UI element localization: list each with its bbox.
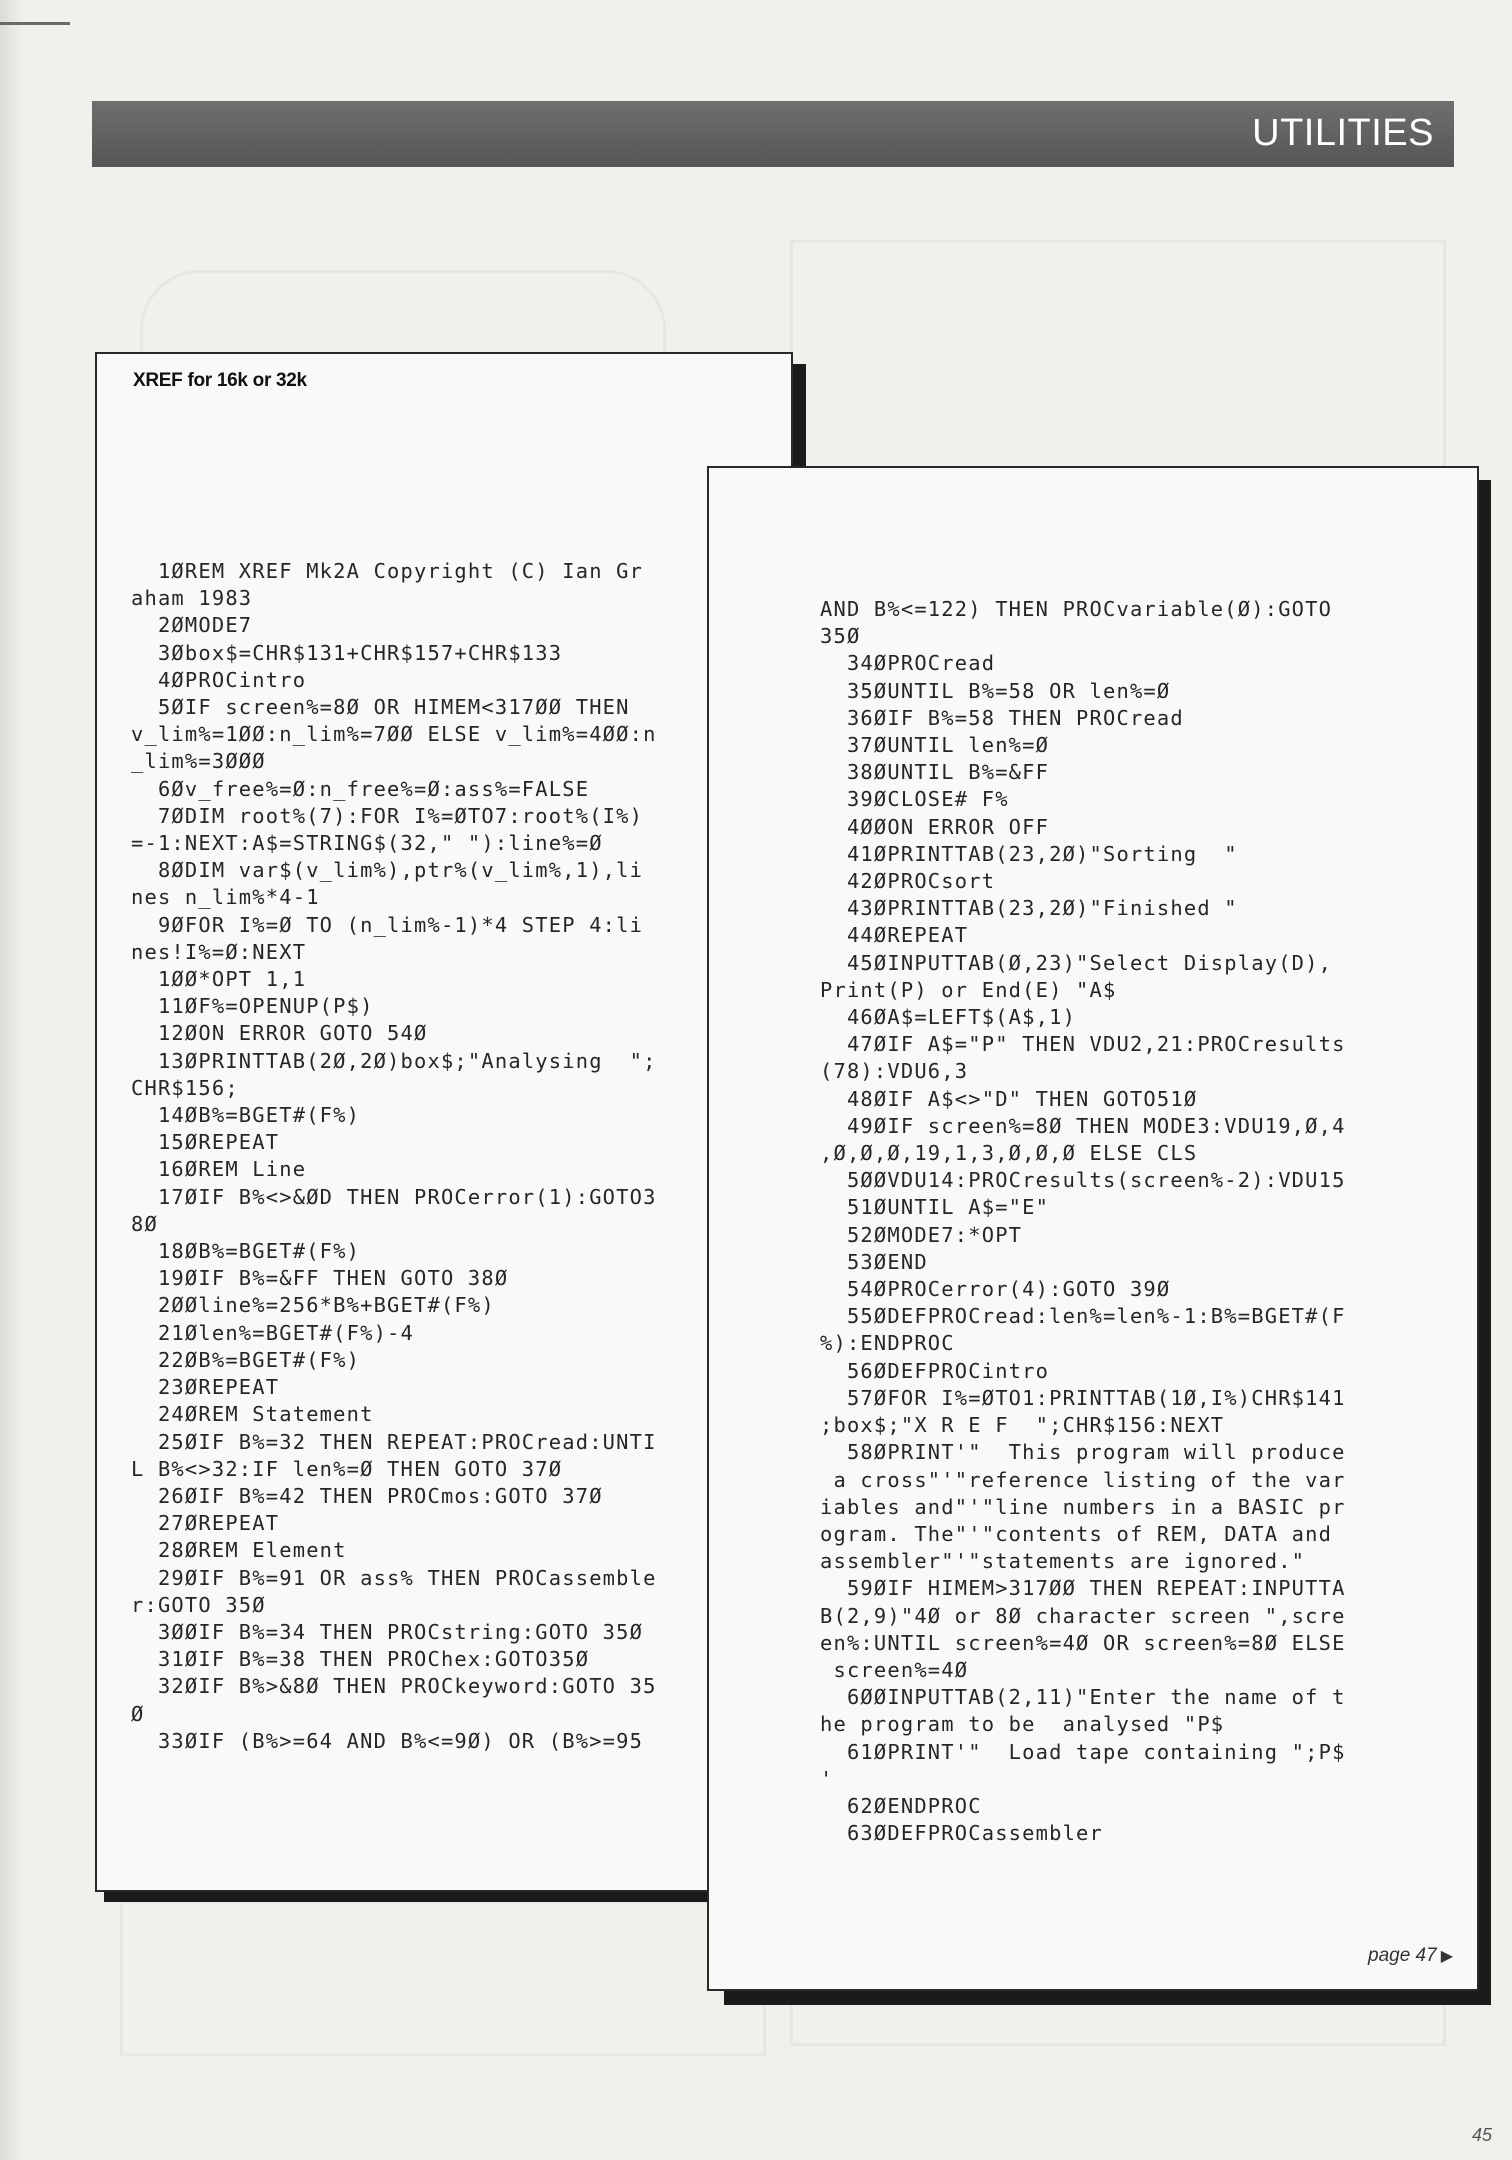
- right-listing-panel: [707, 466, 1479, 1991]
- page-number: 45: [1471, 2125, 1492, 2145]
- left-listing-panel: [95, 352, 793, 1892]
- play-arrow-icon: ▶: [1440, 1948, 1453, 1965]
- section-header-bar: [92, 101, 1454, 167]
- continued-on-page: [1368, 1945, 1453, 1967]
- code-listing-right: AND B%<=122) THEN PROCvariable(Ø):GOTO 35Ø 34ØPROCread 35ØUNTIL B%=58 OR len%=Ø 36ØIF B%=58 THEN PROCread 37ØUNTIL len%=Ø 38ØUNTIL B%=&FF 39ØCLOSE# F% 4ØØON ERROR OFF 41ØPRINTTAB(23,2Ø)"Sorting " 42ØPROCsort 43ØPRINTTAB(23,2Ø)"Finished " 44ØREPEAT 45ØINPUTTAB(Ø,23)"Select Display(D), Print(P) or End(E) "A$ 46ØA$=LEFT$(A$,1) 47ØIF A$="P" THEN VDU2,21:PROCresults (78):VDU6,3 48ØIF A$<>"D" THEN GOTO51Ø 49ØIF screen%=8Ø THEN MODE3:VDU19,Ø,4 ,Ø,Ø,Ø,19,1,3,Ø,Ø,Ø ELSE CLS 5ØØVDU14:PROCresults(screen%-2):VDU15 51ØUNTIL A$="E" 52ØMODE7:*OPT 53ØEND 54ØPROCerror(4):GOTO 39Ø 55ØDEFPROCread:len%=len%-1:B%=BGET#(F %):ENDPROC 56ØDEFPROCintro 57ØFOR I%=ØTO1:PRINTTAB(1Ø,I%)CHR$141 ;box$;"X R E F ";CHR$156:NEXT 58ØPRINT'" This program will produce a cross"'"reference listing of the var iables and"'"line numbers in a BASIC pr ogram. The"'"contents of REM, DATA and assembler"'"statements are ignored." 59ØIF HIMEM>317ØØ THEN REPEAT:INPUTTA B(2,9)"4Ø or 8Ø character screen ",scre en%:UNTIL screen%=4Ø OR screen%=8Ø ELSE screen%=4Ø 6ØØINPUTTAB(2,11)"Enter the name of t he program to be analysed "P$ 61ØPRINT'" Load tape containing ";P$ ' 62ØENDPROC 63ØDEFPROCassembler: [820, 597, 1346, 1846]
- page-gutter-shadow: [0, 0, 22, 2160]
- show-through-bottom: [120, 1900, 766, 2056]
- continued-label: page 47: [1368, 1945, 1437, 1966]
- top-rule: [0, 22, 70, 25]
- section-title: UTILITIES: [1252, 112, 1434, 154]
- listing-title: XREF for 16k or 32k: [133, 370, 307, 391]
- code-listing-left: 1ØREM XREF Mk2A Copyright (C) Ian Gr aham 1983 2ØMODE7 3Øbox$=CHR$131+CHR$157+CHR$133 4ØPROCintro 5ØIF screen%=8Ø OR HIMEM<317ØØ THEN v_lim%=1ØØ:n_lim%=7ØØ ELSE v_lim%=4ØØ:n _lim%=3ØØØ 6Øv_free%=Ø:n_free%=Ø:ass%=FALSE 7ØDIM root%(7):FOR I%=ØTO7:root%(I%) =-1:NEXT:A$=STRING$(32," "):line%=Ø 8ØDIM var$(v_lim%),ptr%(v_lim%,1),li nes n_lim%*4-1 9ØFOR I%=Ø TO (n_lim%-1)*4 STEP 4:li nes!I%=Ø:NEXT 1ØØ*OPT 1,1 11ØF%=OPENUP(P$) 12ØON ERROR GOTO 54Ø 13ØPRINTTAB(2Ø,2Ø)box$;"Analysing "; CHR$156; 14ØB%=BGET#(F%) 15ØREPEAT 16ØREM Line 17ØIF B%<>&ØD THEN PROCerror(1):GOTO3 8Ø 18ØB%=BGET#(F%) 19ØIF B%=&FF THEN GOTO 38Ø 2ØØline%=256*B%+BGET#(F%) 21Ølen%=BGET#(F%)-4 22ØB%=BGET#(F%) 23ØREPEAT 24ØREM Statement 25ØIF B%=32 THEN REPEAT:PROCread:UNTI L B%<>32:IF len%=Ø THEN GOTO 37Ø 26ØIF B%=42 THEN PROCmos:GOTO 37Ø 27ØREPEAT 28ØREM Element 29ØIF B%=91 OR ass% THEN PROCassemble r:GOTO 35Ø 3ØØIF B%=34 THEN PROCstring:GOTO 35Ø 31ØIF B%=38 THEN PROChex:GOTO35Ø 32ØIF B%>&8Ø THEN PROCkeyword:GOTO 35 Ø 33ØIF (B%>=64 AND B%<=9Ø) OR (B%>=95: [131, 559, 657, 1753]
